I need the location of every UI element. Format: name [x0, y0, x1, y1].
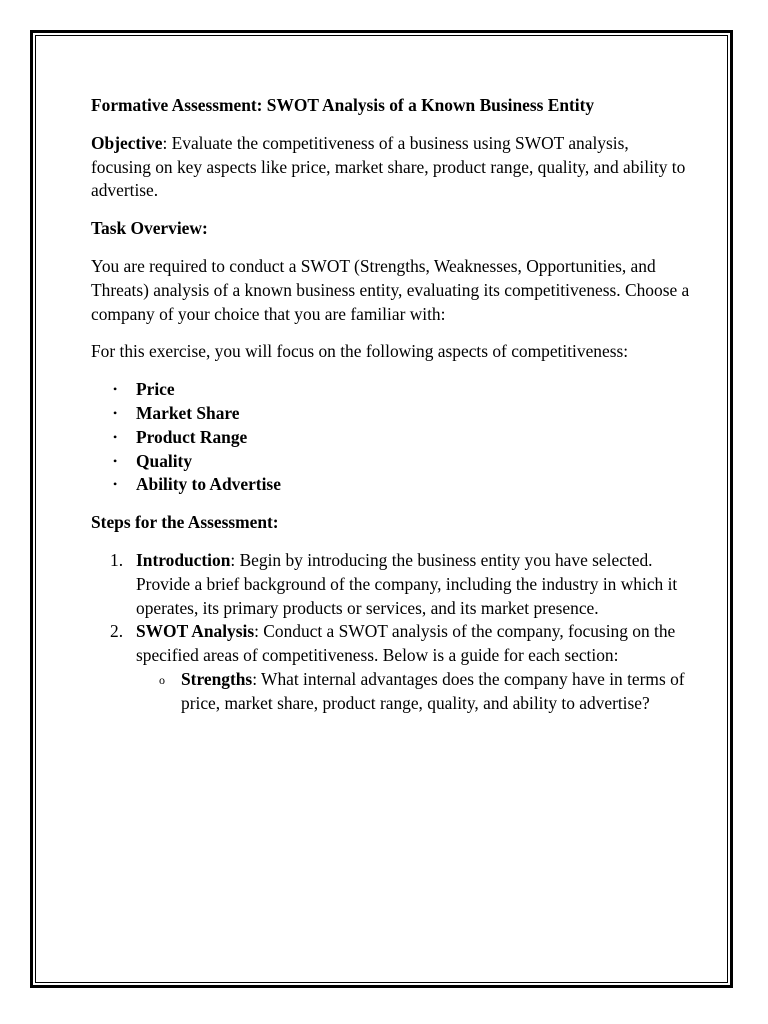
aspect-label: Market Share	[136, 402, 240, 423]
list-item	[91, 450, 691, 474]
bullet-icon: •	[113, 429, 118, 444]
sub-item-label: Strengths	[181, 668, 253, 689]
objective-text: : Evaluate the competitiveness of a business using SWOT analysis, focusing on key aspects like price, market share, product range, quality, and ability to advertise.	[91, 132, 686, 201]
list-item	[91, 473, 691, 497]
step-number: 2.	[110, 621, 124, 642]
aspect-label: Quality	[136, 450, 193, 471]
task-overview-heading: Task Overview:	[91, 218, 208, 239]
task-paragraph-2: For this exercise, you will focus on the following aspects of competitiveness:	[91, 341, 629, 362]
step-item	[91, 620, 691, 715]
list-item	[91, 402, 691, 426]
aspect-label: Ability to Advertise	[136, 474, 281, 495]
steps-list	[91, 549, 691, 716]
bullet-icon: •	[113, 477, 118, 492]
objective-label: Objective	[91, 132, 163, 153]
step-text: : Conduct a SWOT analysis of the company, focusing on the specified areas of competitiveness. Below is a guide for each section:	[136, 621, 676, 666]
aspects-list	[91, 378, 691, 497]
swot-sub-list	[136, 668, 691, 716]
step-label: Introduction	[136, 549, 231, 570]
steps-heading: Steps for the Assessment:	[91, 512, 279, 533]
sub-list-item	[136, 668, 691, 716]
task-paragraph-1: You are required to conduct a SWOT (Strengths, Weaknesses, Opportunities, and Threats) analysis of a known business entity, evaluating its competitiveness. Choose a company of your choice that you are familiar with:	[91, 255, 690, 324]
aspect-label: Product Range	[136, 426, 248, 447]
step-number: 1.	[110, 549, 124, 570]
step-text: : Begin by introducing the business entity you have selected. Provide a brief background of the company, including the industry in which it operates, its primary products or services, and its market presence.	[136, 549, 678, 618]
list-item	[91, 426, 691, 450]
document-title: Formative Assessment: SWOT Analysis of a Known Business Entity	[91, 95, 595, 115]
document-body	[91, 94, 691, 716]
bullet-icon: •	[113, 453, 118, 468]
list-item	[91, 378, 691, 402]
sub-item-text: : What internal advantages does the company have in terms of price, market share, product range, quality, and ability to advertise?	[181, 668, 685, 713]
circle-bullet-icon: o	[159, 672, 165, 687]
step-label: SWOT Analysis	[136, 621, 255, 642]
objective-paragraph	[91, 132, 691, 203]
bullet-icon: •	[113, 405, 118, 420]
bullet-icon: •	[113, 382, 118, 397]
aspect-label: Price	[136, 379, 175, 400]
step-item	[91, 549, 691, 620]
